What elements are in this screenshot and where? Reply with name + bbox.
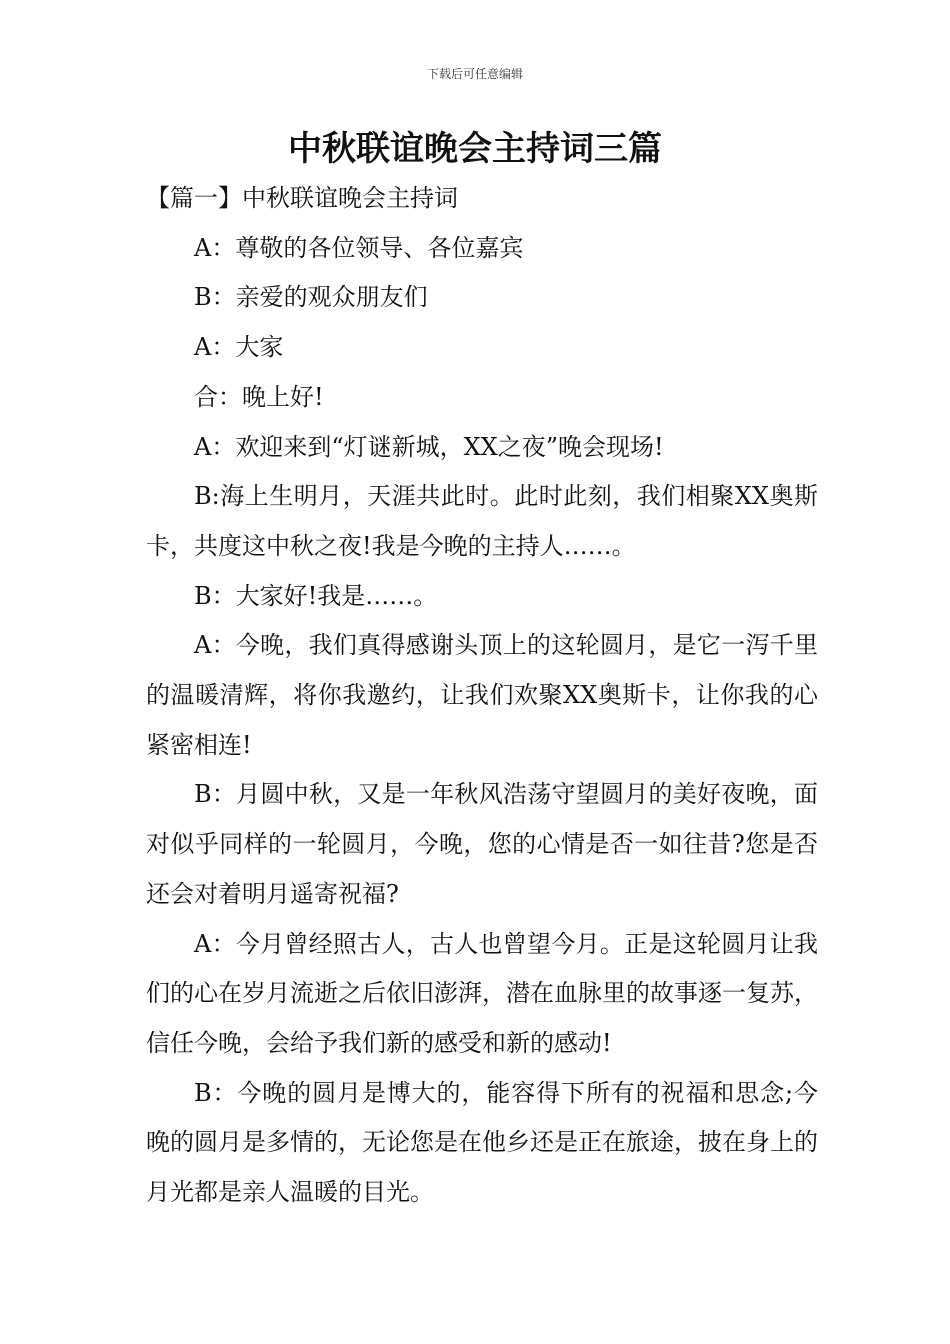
dialogue-line: A：大家 bbox=[194, 333, 284, 362]
dialogue-line: B:海上生明月，天涯共此时。此时此刻，我们相聚XX奥斯卡，共度这中秋之夜!我是今晚的主持人……。 bbox=[146, 482, 818, 560]
dialogue-line: B：大家好!我是……。 bbox=[194, 581, 438, 610]
dialogue-line: A：今月曾经照古人，古人也曾望今月。正是这轮圆月让我们的心在岁月流逝之后依旧澎湃，潜在血脉里的故事逐一复苏，信任今晚，会给予我们新的感受和新的感动! bbox=[146, 929, 818, 1057]
dialogue-line: A：今晚，我们真得感谢头顶上的这轮圆月，是它一泻千里的温暖清辉，将你我邀约，让我们欢聚XX奥斯卡，让你我的心紧密相连! bbox=[146, 631, 818, 759]
document-body bbox=[146, 174, 818, 1218]
dialogue-line: B：今晚的圆月是博大的，能容得下所有的祝福和思念;今晚的圆月是多情的，无论您是在他乡还是正在旅途，披在身上的月光都是亲人温暖的目光。 bbox=[146, 1078, 818, 1207]
dialogue-line: A：尊敬的各位领导、各位嘉宾 bbox=[194, 233, 524, 262]
section-heading: 【篇一】中秋联谊晚会主持词 bbox=[146, 184, 458, 212]
dialogue-line: B：亲爱的观众朋友们 bbox=[194, 283, 428, 312]
dialogue-line: 合：晚上好! bbox=[194, 382, 324, 411]
dialogue-line: B：月圆中秋，又是一年秋风浩荡守望圆月的美好夜晚，面对似乎同样的一轮圆月，今晚，您的心情是否一如往昔?您是否还会对着明月遥寄祝福? bbox=[146, 780, 818, 908]
document-title: 中秋联谊晚会主持词三篇 bbox=[288, 129, 662, 169]
dialogue-line: A：欢迎来到“灯谜新城，XX之夜”晚会现场! bbox=[194, 432, 664, 461]
header-note: 下载后可任意编辑 bbox=[426, 67, 523, 81]
